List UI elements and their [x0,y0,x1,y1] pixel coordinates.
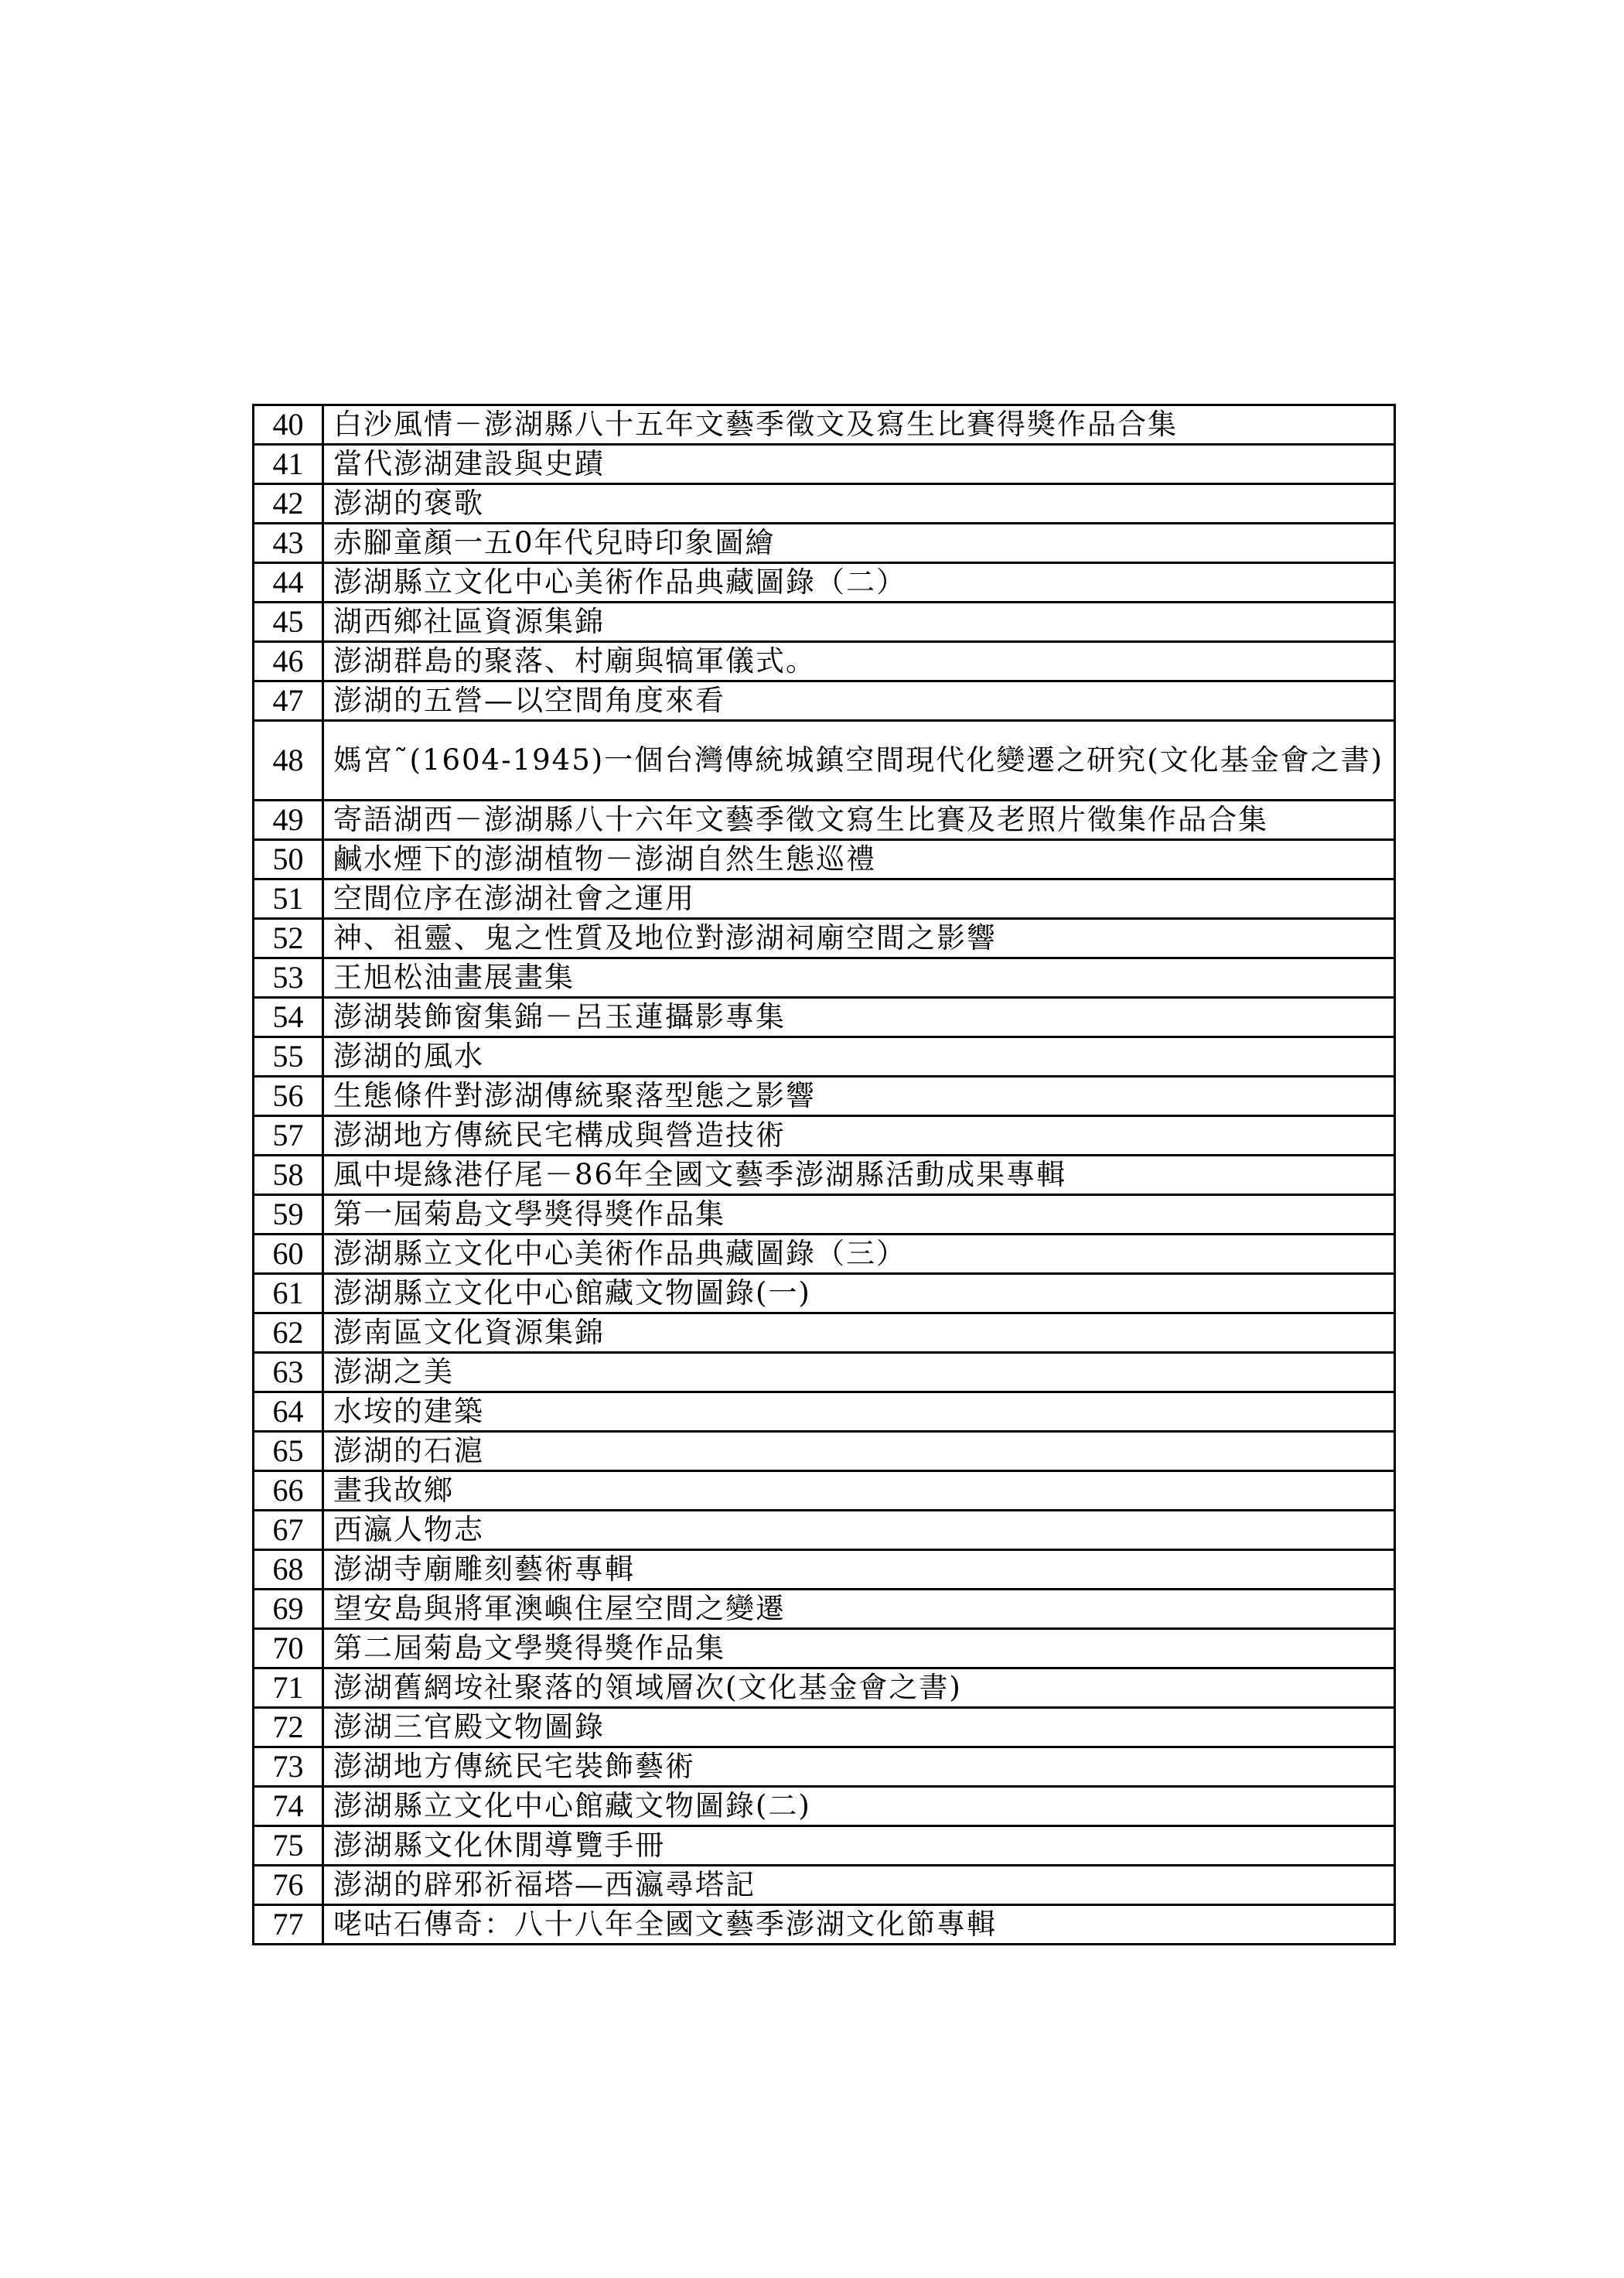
row-number: 53 [254,958,323,998]
row-number: 68 [254,1550,323,1590]
table-row [254,603,1395,642]
book-title: 澎南區文化資源集錦 [323,1313,1395,1353]
row-number: 58 [254,1156,323,1195]
book-title: 澎湖縣立文化中心美術作品典藏圖錄（三） [323,1235,1395,1274]
book-title: 咾咕石傳奇：八十八年全國文藝季澎湖文化節專輯 [323,1905,1395,1945]
row-number: 67 [254,1511,323,1550]
row-number: 57 [254,1116,323,1156]
book-title: 第二屆菊島文學獎得獎作品集 [323,1629,1395,1668]
table-row [254,1629,1395,1668]
table-row [254,524,1395,563]
row-number: 61 [254,1274,323,1313]
row-number: 76 [254,1866,323,1905]
row-number: 56 [254,1077,323,1116]
book-title: 澎湖的五營—以空間角度來看 [323,681,1395,721]
book-title: 澎湖三官殿文物圖錄 [323,1708,1395,1747]
row-number: 60 [254,1235,323,1274]
table-row [254,1550,1395,1590]
table-row [254,1077,1395,1116]
table-row [254,445,1395,484]
row-number: 77 [254,1905,323,1945]
row-number: 52 [254,919,323,958]
table-row [254,998,1395,1037]
book-title: 白沙風情－澎湖縣八十五年文藝季徵文及寫生比賽得獎作品合集 [323,405,1395,445]
table-row [254,919,1395,958]
table-row [254,1274,1395,1313]
table-row [254,1156,1395,1195]
book-title: 澎湖的石滬 [323,1432,1395,1471]
table-row [254,1235,1395,1274]
row-number: 69 [254,1590,323,1629]
book-title: 澎湖縣立文化中心館藏文物圖錄(一) [323,1274,1395,1313]
book-title: 赤腳童顏一五0年代兒時印象圖繪 [323,524,1395,563]
book-title: 神、祖靈、鬼之性質及地位對澎湖祠廟空間之影響 [323,919,1395,958]
table-row [254,1826,1395,1866]
row-number: 51 [254,879,323,919]
catalog-table-body [254,405,1395,1945]
book-title: 媽宮˜(1604-1945)一個台灣傳統城鎮空間現代化變遷之研究(文化基金會之書) [323,721,1395,801]
catalog-table [252,404,1396,1945]
row-number: 59 [254,1195,323,1235]
table-row [254,1392,1395,1432]
table-row [254,958,1395,998]
book-title: 澎湖縣立文化中心美術作品典藏圖錄（二） [323,563,1395,603]
table-row [254,721,1395,801]
table-row [254,1708,1395,1747]
book-title: 第一屆菊島文學獎得獎作品集 [323,1195,1395,1235]
book-title: 澎湖的辟邪祈福塔—西瀛尋塔記 [323,1866,1395,1905]
row-number: 49 [254,801,323,840]
row-number: 63 [254,1353,323,1392]
table-row [254,1747,1395,1787]
book-title: 鹹水煙下的澎湖植物－澎湖自然生態巡禮 [323,840,1395,879]
row-number: 71 [254,1668,323,1708]
table-row [254,405,1395,445]
table-row [254,1353,1395,1392]
table-row [254,801,1395,840]
row-number: 70 [254,1629,323,1668]
book-title: 澎湖的褒歌 [323,484,1395,524]
row-number: 45 [254,603,323,642]
book-title: 澎湖地方傳統民宅裝飾藝術 [323,1747,1395,1787]
row-number: 44 [254,563,323,603]
book-title: 澎湖裝飾窗集錦－呂玉蓮攝影專集 [323,998,1395,1037]
book-title: 澎湖的風水 [323,1037,1395,1077]
row-number: 65 [254,1432,323,1471]
row-number: 42 [254,484,323,524]
book-title: 澎湖縣立文化中心館藏文物圖錄(二) [323,1787,1395,1826]
table-row [254,879,1395,919]
table-row [254,1668,1395,1708]
row-number: 54 [254,998,323,1037]
book-title: 澎湖地方傳統民宅構成與營造技術 [323,1116,1395,1156]
book-title: 澎湖之美 [323,1353,1395,1392]
table-row [254,1195,1395,1235]
table-row [254,1511,1395,1550]
row-number: 74 [254,1787,323,1826]
table-row [254,840,1395,879]
row-number: 48 [254,721,323,801]
book-title: 澎湖舊網垵社聚落的領域層次(文化基金會之書) [323,1668,1395,1708]
book-title: 西瀛人物志 [323,1511,1395,1550]
book-title: 水垵的建築 [323,1392,1395,1432]
book-title: 生態條件對澎湖傳統聚落型態之影響 [323,1077,1395,1116]
table-row [254,1037,1395,1077]
book-title: 澎湖縣文化休閒導覽手冊 [323,1826,1395,1866]
row-number: 72 [254,1708,323,1747]
table-row [254,1432,1395,1471]
row-number: 62 [254,1313,323,1353]
table-row [254,1313,1395,1353]
book-title: 空間位序在澎湖社會之運用 [323,879,1395,919]
book-title: 當代澎湖建設與史蹟 [323,445,1395,484]
table-row [254,1787,1395,1826]
book-title: 寄語湖西－澎湖縣八十六年文藝季徵文寫生比賽及老照片徵集作品合集 [323,801,1395,840]
book-title: 望安島與將軍澳嶼住屋空間之變遷 [323,1590,1395,1629]
row-number: 47 [254,681,323,721]
table-row [254,1590,1395,1629]
row-number: 46 [254,642,323,681]
table-row [254,1866,1395,1905]
book-title: 風中堤緣港仔尾－86年全國文藝季澎湖縣活動成果專輯 [323,1156,1395,1195]
row-number: 75 [254,1826,323,1866]
book-title: 澎湖寺廟雕刻藝術專輯 [323,1550,1395,1590]
table-row [254,484,1395,524]
row-number: 73 [254,1747,323,1787]
row-number: 43 [254,524,323,563]
book-title: 湖西鄉社區資源集錦 [323,603,1395,642]
row-number: 40 [254,405,323,445]
row-number: 41 [254,445,323,484]
table-row [254,1116,1395,1156]
table-row [254,1905,1395,1945]
table-row [254,563,1395,603]
table-row [254,681,1395,721]
row-number: 55 [254,1037,323,1077]
row-number: 66 [254,1471,323,1511]
book-title: 澎湖群島的聚落、村廟與犒軍儀式。 [323,642,1395,681]
book-title: 畫我故鄉 [323,1471,1395,1511]
row-number: 50 [254,840,323,879]
row-number: 64 [254,1392,323,1432]
book-title: 王旭松油畫展畫集 [323,958,1395,998]
table-row [254,1471,1395,1511]
table-row [254,642,1395,681]
